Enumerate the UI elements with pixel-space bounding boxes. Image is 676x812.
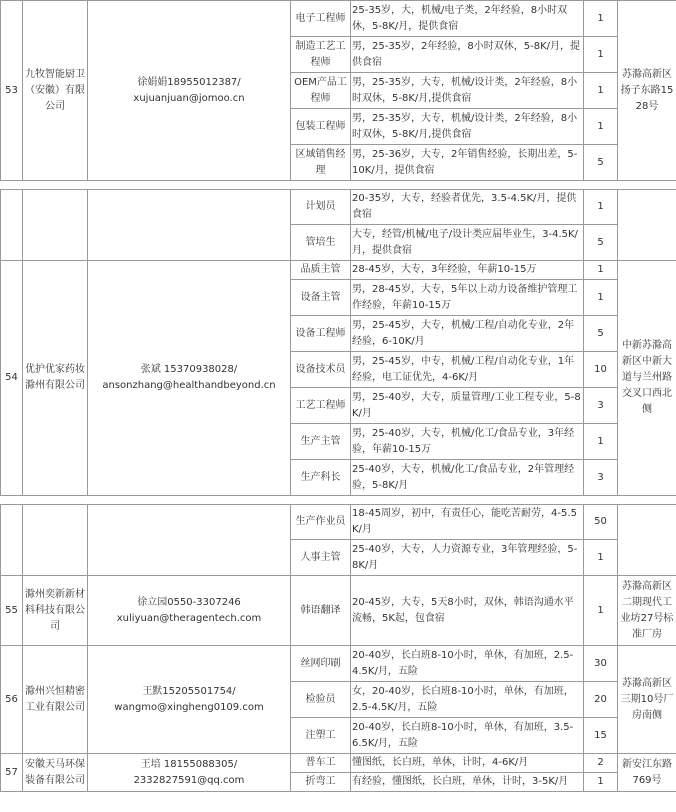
contact-line: 徐娟娟18955012387/ <box>137 76 241 88</box>
company-address: 新安江东路769号 <box>618 754 676 792</box>
job-requirements: 男，25-35岁，大专，机械/设计类，2年经验，8小时双休，5-8K/月,提供食宿 <box>351 73 584 109</box>
job-table <box>0 504 676 792</box>
contact-line: xuliyuan@theragentech.com <box>116 612 262 624</box>
job-requirements: 男，25-45岁，大专，机械/工程/自动化专业，2年经验，6-10K/月 <box>351 316 584 352</box>
job-count: 1 <box>584 261 618 280</box>
company-address <box>618 505 676 576</box>
job-title: 电子工程师 <box>291 1 351 37</box>
job-count: 1 <box>584 773 618 792</box>
job-requirements: 20-45岁，大专，5天8小时，双休，韩语沟通水平流畅，5K起，包食宿 <box>351 576 584 646</box>
job-requirements: 25-40岁，大专，人力资源专业，3年管理经验，5-8K/月 <box>351 540 584 576</box>
company-address <box>618 190 676 261</box>
job-requirements: 女，20-40岁，长白班8-10小时，单休，有加班，2.5-4.5K/月，五险 <box>351 682 584 718</box>
job-count: 1 <box>584 190 618 225</box>
table-segment <box>0 189 676 496</box>
contact-info <box>88 1 291 181</box>
company-name: 九牧智能厨卫（安徽）有限公司 <box>23 1 88 181</box>
table-row <box>1 646 676 682</box>
job-requirements: 男，25-40岁，大专，质量管理/工业工程专业，5-8K/月 <box>351 388 584 424</box>
job-title: 设备工程师 <box>291 316 351 352</box>
contact-line: 2332827591@qq.com <box>133 774 245 786</box>
contact-info <box>88 646 291 754</box>
job-requirements: 男，25-35岁，2年经验，8小时双休，5-8K/月，提供食宿 <box>351 37 584 73</box>
company-name <box>23 505 88 576</box>
job-count: 3 <box>584 460 618 496</box>
row-number: 54 <box>1 261 23 496</box>
company-address: 苏滁高新区二期现代工业坊27号标准厂房 <box>618 576 676 646</box>
contact-line: xujuanjuan@jomoo.cn <box>133 92 245 104</box>
job-requirements: 懂图纸，长白班，单休，计时，4-6K/月 <box>351 754 584 773</box>
row-number: 56 <box>1 646 23 754</box>
job-count: 5 <box>584 145 618 181</box>
job-table <box>0 189 676 496</box>
contact-line: 张斌 15370938028/ <box>140 364 238 375</box>
job-count: 1 <box>584 576 618 646</box>
job-title: 制造工艺工程师 <box>291 37 351 73</box>
job-requirements: 25-40岁，大专，机械/化工/食品专业，2年管理经验，5-8K/月 <box>351 460 584 496</box>
job-title: 普车工 <box>291 754 351 773</box>
job-title: 生产作业员 <box>291 505 351 540</box>
contact-info <box>88 190 291 261</box>
job-count: 1 <box>584 424 618 460</box>
job-count: 1 <box>584 540 618 576</box>
company-name: 优护优家药妆滁州有限公司 <box>23 261 88 496</box>
job-count: 1 <box>584 109 618 145</box>
job-count: 1 <box>584 280 618 316</box>
job-count: 50 <box>584 505 618 540</box>
contact-info <box>88 261 291 496</box>
contact-line: wangmo@xingheng0109.com <box>114 701 264 713</box>
job-title: 注塑工 <box>291 718 351 754</box>
contact-info <box>88 505 291 576</box>
job-requirements: 男，25-45岁，中专，机械/工程/自动化专业，1年经验，电工证优先，4-6K/月 <box>351 352 584 388</box>
contact-line: 王默15205501754/ <box>142 685 236 697</box>
job-title: 包装工程师 <box>291 109 351 145</box>
job-requirements: 20-40岁，长白班8-10小时，单休，有加班，3.5-6.5K/月，五险 <box>351 718 584 754</box>
job-count: 1 <box>584 73 618 109</box>
job-count: 2 <box>584 754 618 773</box>
job-count: 10 <box>584 352 618 388</box>
job-count: 20 <box>584 682 618 718</box>
job-title: 折弯工 <box>291 773 351 792</box>
job-requirements: 25-35岁，大，机械/电子类，2年经验，8小时双休，5-8K/月，提供食宿 <box>351 1 584 37</box>
job-count: 5 <box>584 316 618 352</box>
job-requirements: 18-45周岁，初中，有责任心，能吃苦耐劳，4-5.5K/月 <box>351 505 584 540</box>
job-count: 3 <box>584 388 618 424</box>
company-address: 苏滁高新区扬子东路1528号 <box>618 1 676 181</box>
company-address: 中新苏滁高新区中新大道与兰州路交叉口西北侧 <box>618 261 676 496</box>
contact-line: ansonzhang@healthandbeyond.cn <box>102 380 276 391</box>
contact-line: 徐立园0550-3307246 <box>137 596 241 608</box>
table-row <box>1 190 676 225</box>
job-requirements: 男，25-36岁，大专，2年销售经验，长期出差，5-10K/月，提供食宿 <box>351 145 584 181</box>
job-title: 区域销售经理 <box>291 145 351 181</box>
job-title: 设备主管 <box>291 280 351 316</box>
job-title: 工艺工程师 <box>291 388 351 424</box>
job-requirements: 男，25-35岁，大专，机械/设计类，2年经验，8小时双休，5-8K/月,提供食宿 <box>351 109 584 145</box>
table-row <box>1 576 676 646</box>
job-title: 检验员 <box>291 682 351 718</box>
job-requirements: 20-35岁，大专，经验者优先，3.5-4.5K/月，提供食宿 <box>351 190 584 225</box>
job-count: 1 <box>584 1 618 37</box>
job-count: 1 <box>584 37 618 73</box>
table-segment <box>0 504 676 792</box>
table-row <box>1 754 676 773</box>
job-requirements: 男，28-45岁，大专，5年以上动力设备维护管理工作经验，年薪10-15万 <box>351 280 584 316</box>
job-count: 15 <box>584 718 618 754</box>
job-requirements: 大专，经管/机械/电子/设计类应届毕业生，3-4.5K/月，提供食宿 <box>351 225 584 261</box>
contact-info <box>88 754 291 792</box>
job-title: 计划员 <box>291 190 351 225</box>
row-number: 55 <box>1 576 23 646</box>
job-requirements: 20-40岁，长白班8-10小时，单休，有加班，2.5-4.5K/月，五险 <box>351 646 584 682</box>
job-title: 设备技术员 <box>291 352 351 388</box>
company-name <box>23 190 88 261</box>
table-segment <box>0 0 676 181</box>
company-address: 苏滁高新区三期10号厂房南侧 <box>618 646 676 754</box>
job-count: 5 <box>584 225 618 261</box>
company-name: 滁州兴恒精密工业有限公司 <box>23 646 88 754</box>
job-title: 管培生 <box>291 225 351 261</box>
row-number: 53 <box>1 1 23 181</box>
table-row <box>1 505 676 540</box>
job-title: 品质主管 <box>291 261 351 280</box>
row-number: 57 <box>1 754 23 792</box>
job-title: 韩语翻译 <box>291 576 351 646</box>
table-row <box>1 261 676 280</box>
job-title: 人事主管 <box>291 540 351 576</box>
job-title: 生产科长 <box>291 460 351 496</box>
row-number <box>1 190 23 261</box>
table-row <box>1 1 676 37</box>
company-name: 安徽天马环保装备有限公司 <box>23 754 88 792</box>
job-requirements: 男，25-40岁，大专，机械/化工/食品专业，3年经验，年薪10-15万 <box>351 424 584 460</box>
job-title: 生产主管 <box>291 424 351 460</box>
job-table <box>0 0 676 181</box>
job-title: 丝网印刷 <box>291 646 351 682</box>
job-requirements: 有经验，懂图纸，长白班，单休，计时，3-5K/月 <box>351 773 584 792</box>
company-name: 滁州奕新新材料科技有限公司 <box>23 576 88 646</box>
job-count: 30 <box>584 646 618 682</box>
job-title: OEM产品工程师 <box>291 73 351 109</box>
contact-line: 王培 18155088305/ <box>140 758 238 770</box>
job-requirements: 28-45岁，大专，3年经验，年薪10-15万 <box>351 261 584 280</box>
contact-info <box>88 576 291 646</box>
row-number <box>1 505 23 576</box>
